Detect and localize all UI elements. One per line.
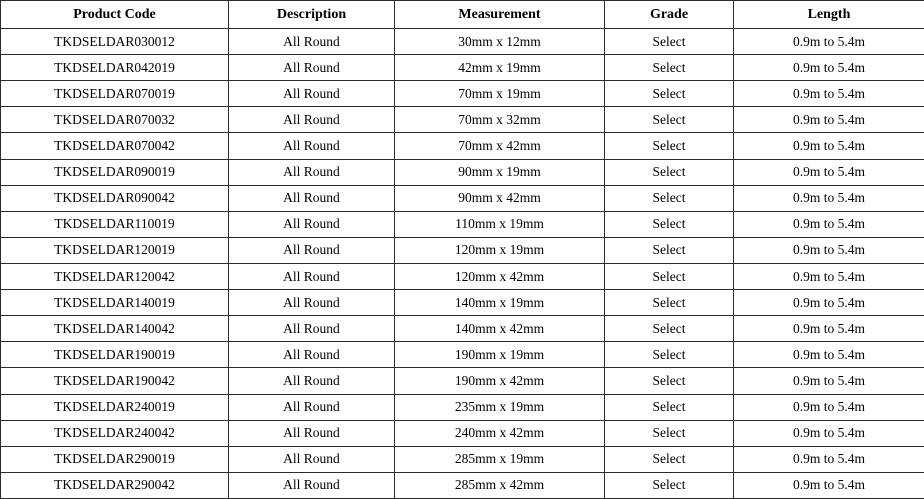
cell-product-code: TKDSELDAR240042	[1, 420, 229, 446]
table-row	[1, 81, 924, 107]
cell-description: All Round	[229, 342, 395, 368]
cell-length: 0.9m to 5.4m	[734, 420, 924, 446]
cell-measurement: 70mm x 42mm	[395, 133, 605, 159]
cell-length: 0.9m to 5.4m	[734, 342, 924, 368]
cell-description: All Round	[229, 263, 395, 289]
cell-description: All Round	[229, 237, 395, 263]
cell-description: All Round	[229, 159, 395, 185]
header-measurement: Measurement	[395, 1, 605, 29]
cell-description: All Round	[229, 185, 395, 211]
table-row	[1, 237, 924, 263]
cell-product-code: TKDSELDAR290019	[1, 446, 229, 472]
header-grade: Grade	[605, 1, 734, 29]
cell-grade: Select	[605, 368, 734, 394]
cell-grade: Select	[605, 237, 734, 263]
cell-length: 0.9m to 5.4m	[734, 81, 924, 107]
cell-grade: Select	[605, 342, 734, 368]
cell-product-code: TKDSELDAR120042	[1, 263, 229, 289]
cell-length: 0.9m to 5.4m	[734, 29, 924, 55]
cell-measurement: 140mm x 42mm	[395, 316, 605, 342]
cell-grade: Select	[605, 107, 734, 133]
cell-measurement: 285mm x 42mm	[395, 472, 605, 498]
table-row	[1, 472, 924, 498]
cell-grade: Select	[605, 29, 734, 55]
cell-length: 0.9m to 5.4m	[734, 263, 924, 289]
cell-measurement: 120mm x 19mm	[395, 237, 605, 263]
cell-product-code: TKDSELDAR042019	[1, 55, 229, 81]
cell-measurement: 70mm x 19mm	[395, 81, 605, 107]
cell-product-code: TKDSELDAR090042	[1, 185, 229, 211]
cell-measurement: 90mm x 42mm	[395, 185, 605, 211]
cell-description: All Round	[229, 107, 395, 133]
cell-description: All Round	[229, 211, 395, 237]
cell-description: All Round	[229, 133, 395, 159]
cell-grade: Select	[605, 55, 734, 81]
cell-measurement: 190mm x 19mm	[395, 342, 605, 368]
cell-product-code: TKDSELDAR190019	[1, 342, 229, 368]
cell-description: All Round	[229, 420, 395, 446]
cell-length: 0.9m to 5.4m	[734, 237, 924, 263]
cell-length: 0.9m to 5.4m	[734, 159, 924, 185]
table-row	[1, 107, 924, 133]
cell-grade: Select	[605, 211, 734, 237]
cell-grade: Select	[605, 420, 734, 446]
cell-length: 0.9m to 5.4m	[734, 55, 924, 81]
cell-length: 0.9m to 5.4m	[734, 211, 924, 237]
cell-measurement: 30mm x 12mm	[395, 29, 605, 55]
cell-grade: Select	[605, 472, 734, 498]
cell-description: All Round	[229, 472, 395, 498]
table-row	[1, 394, 924, 420]
table-row	[1, 159, 924, 185]
cell-grade: Select	[605, 185, 734, 211]
cell-description: All Round	[229, 29, 395, 55]
cell-measurement: 110mm x 19mm	[395, 211, 605, 237]
cell-product-code: TKDSELDAR030012	[1, 29, 229, 55]
cell-product-code: TKDSELDAR090019	[1, 159, 229, 185]
table-row	[1, 133, 924, 159]
cell-length: 0.9m to 5.4m	[734, 290, 924, 316]
cell-description: All Round	[229, 368, 395, 394]
cell-product-code: TKDSELDAR190042	[1, 368, 229, 394]
cell-measurement: 42mm x 19mm	[395, 55, 605, 81]
table-body	[1, 29, 924, 499]
cell-grade: Select	[605, 316, 734, 342]
cell-product-code: TKDSELDAR070019	[1, 81, 229, 107]
table-row	[1, 446, 924, 472]
table-row	[1, 29, 924, 55]
cell-measurement: 235mm x 19mm	[395, 394, 605, 420]
header-length: Length	[734, 1, 924, 29]
table-row	[1, 263, 924, 289]
cell-description: All Round	[229, 394, 395, 420]
cell-product-code: TKDSELDAR110019	[1, 211, 229, 237]
table-row	[1, 316, 924, 342]
cell-product-code: TKDSELDAR140042	[1, 316, 229, 342]
cell-product-code: TKDSELDAR290042	[1, 472, 229, 498]
cell-length: 0.9m to 5.4m	[734, 185, 924, 211]
table-row	[1, 55, 924, 81]
cell-length: 0.9m to 5.4m	[734, 368, 924, 394]
cell-description: All Round	[229, 290, 395, 316]
cell-measurement: 70mm x 32mm	[395, 107, 605, 133]
cell-measurement: 285mm x 19mm	[395, 446, 605, 472]
table-row	[1, 290, 924, 316]
cell-product-code: TKDSELDAR120019	[1, 237, 229, 263]
table-header	[1, 1, 924, 29]
cell-description: All Round	[229, 446, 395, 472]
table-row	[1, 368, 924, 394]
cell-description: All Round	[229, 316, 395, 342]
cell-measurement: 190mm x 42mm	[395, 368, 605, 394]
cell-description: All Round	[229, 81, 395, 107]
cell-measurement: 240mm x 42mm	[395, 420, 605, 446]
table-row	[1, 420, 924, 446]
cell-length: 0.9m to 5.4m	[734, 472, 924, 498]
cell-grade: Select	[605, 446, 734, 472]
cell-product-code: TKDSELDAR070042	[1, 133, 229, 159]
cell-grade: Select	[605, 290, 734, 316]
cell-length: 0.9m to 5.4m	[734, 107, 924, 133]
cell-measurement: 140mm x 19mm	[395, 290, 605, 316]
table-row	[1, 185, 924, 211]
cell-grade: Select	[605, 263, 734, 289]
cell-grade: Select	[605, 133, 734, 159]
cell-product-code: TKDSELDAR070032	[1, 107, 229, 133]
cell-length: 0.9m to 5.4m	[734, 446, 924, 472]
table-row	[1, 342, 924, 368]
header-row	[1, 1, 924, 29]
cell-grade: Select	[605, 394, 734, 420]
cell-product-code: TKDSELDAR140019	[1, 290, 229, 316]
cell-length: 0.9m to 5.4m	[734, 316, 924, 342]
cell-product-code: TKDSELDAR240019	[1, 394, 229, 420]
cell-description: All Round	[229, 55, 395, 81]
cell-grade: Select	[605, 81, 734, 107]
cell-measurement: 120mm x 42mm	[395, 263, 605, 289]
table-row	[1, 211, 924, 237]
cell-measurement: 90mm x 19mm	[395, 159, 605, 185]
cell-grade: Select	[605, 159, 734, 185]
header-product-code: Product Code	[1, 1, 229, 29]
header-description: Description	[229, 1, 395, 29]
cell-length: 0.9m to 5.4m	[734, 133, 924, 159]
cell-length: 0.9m to 5.4m	[734, 394, 924, 420]
